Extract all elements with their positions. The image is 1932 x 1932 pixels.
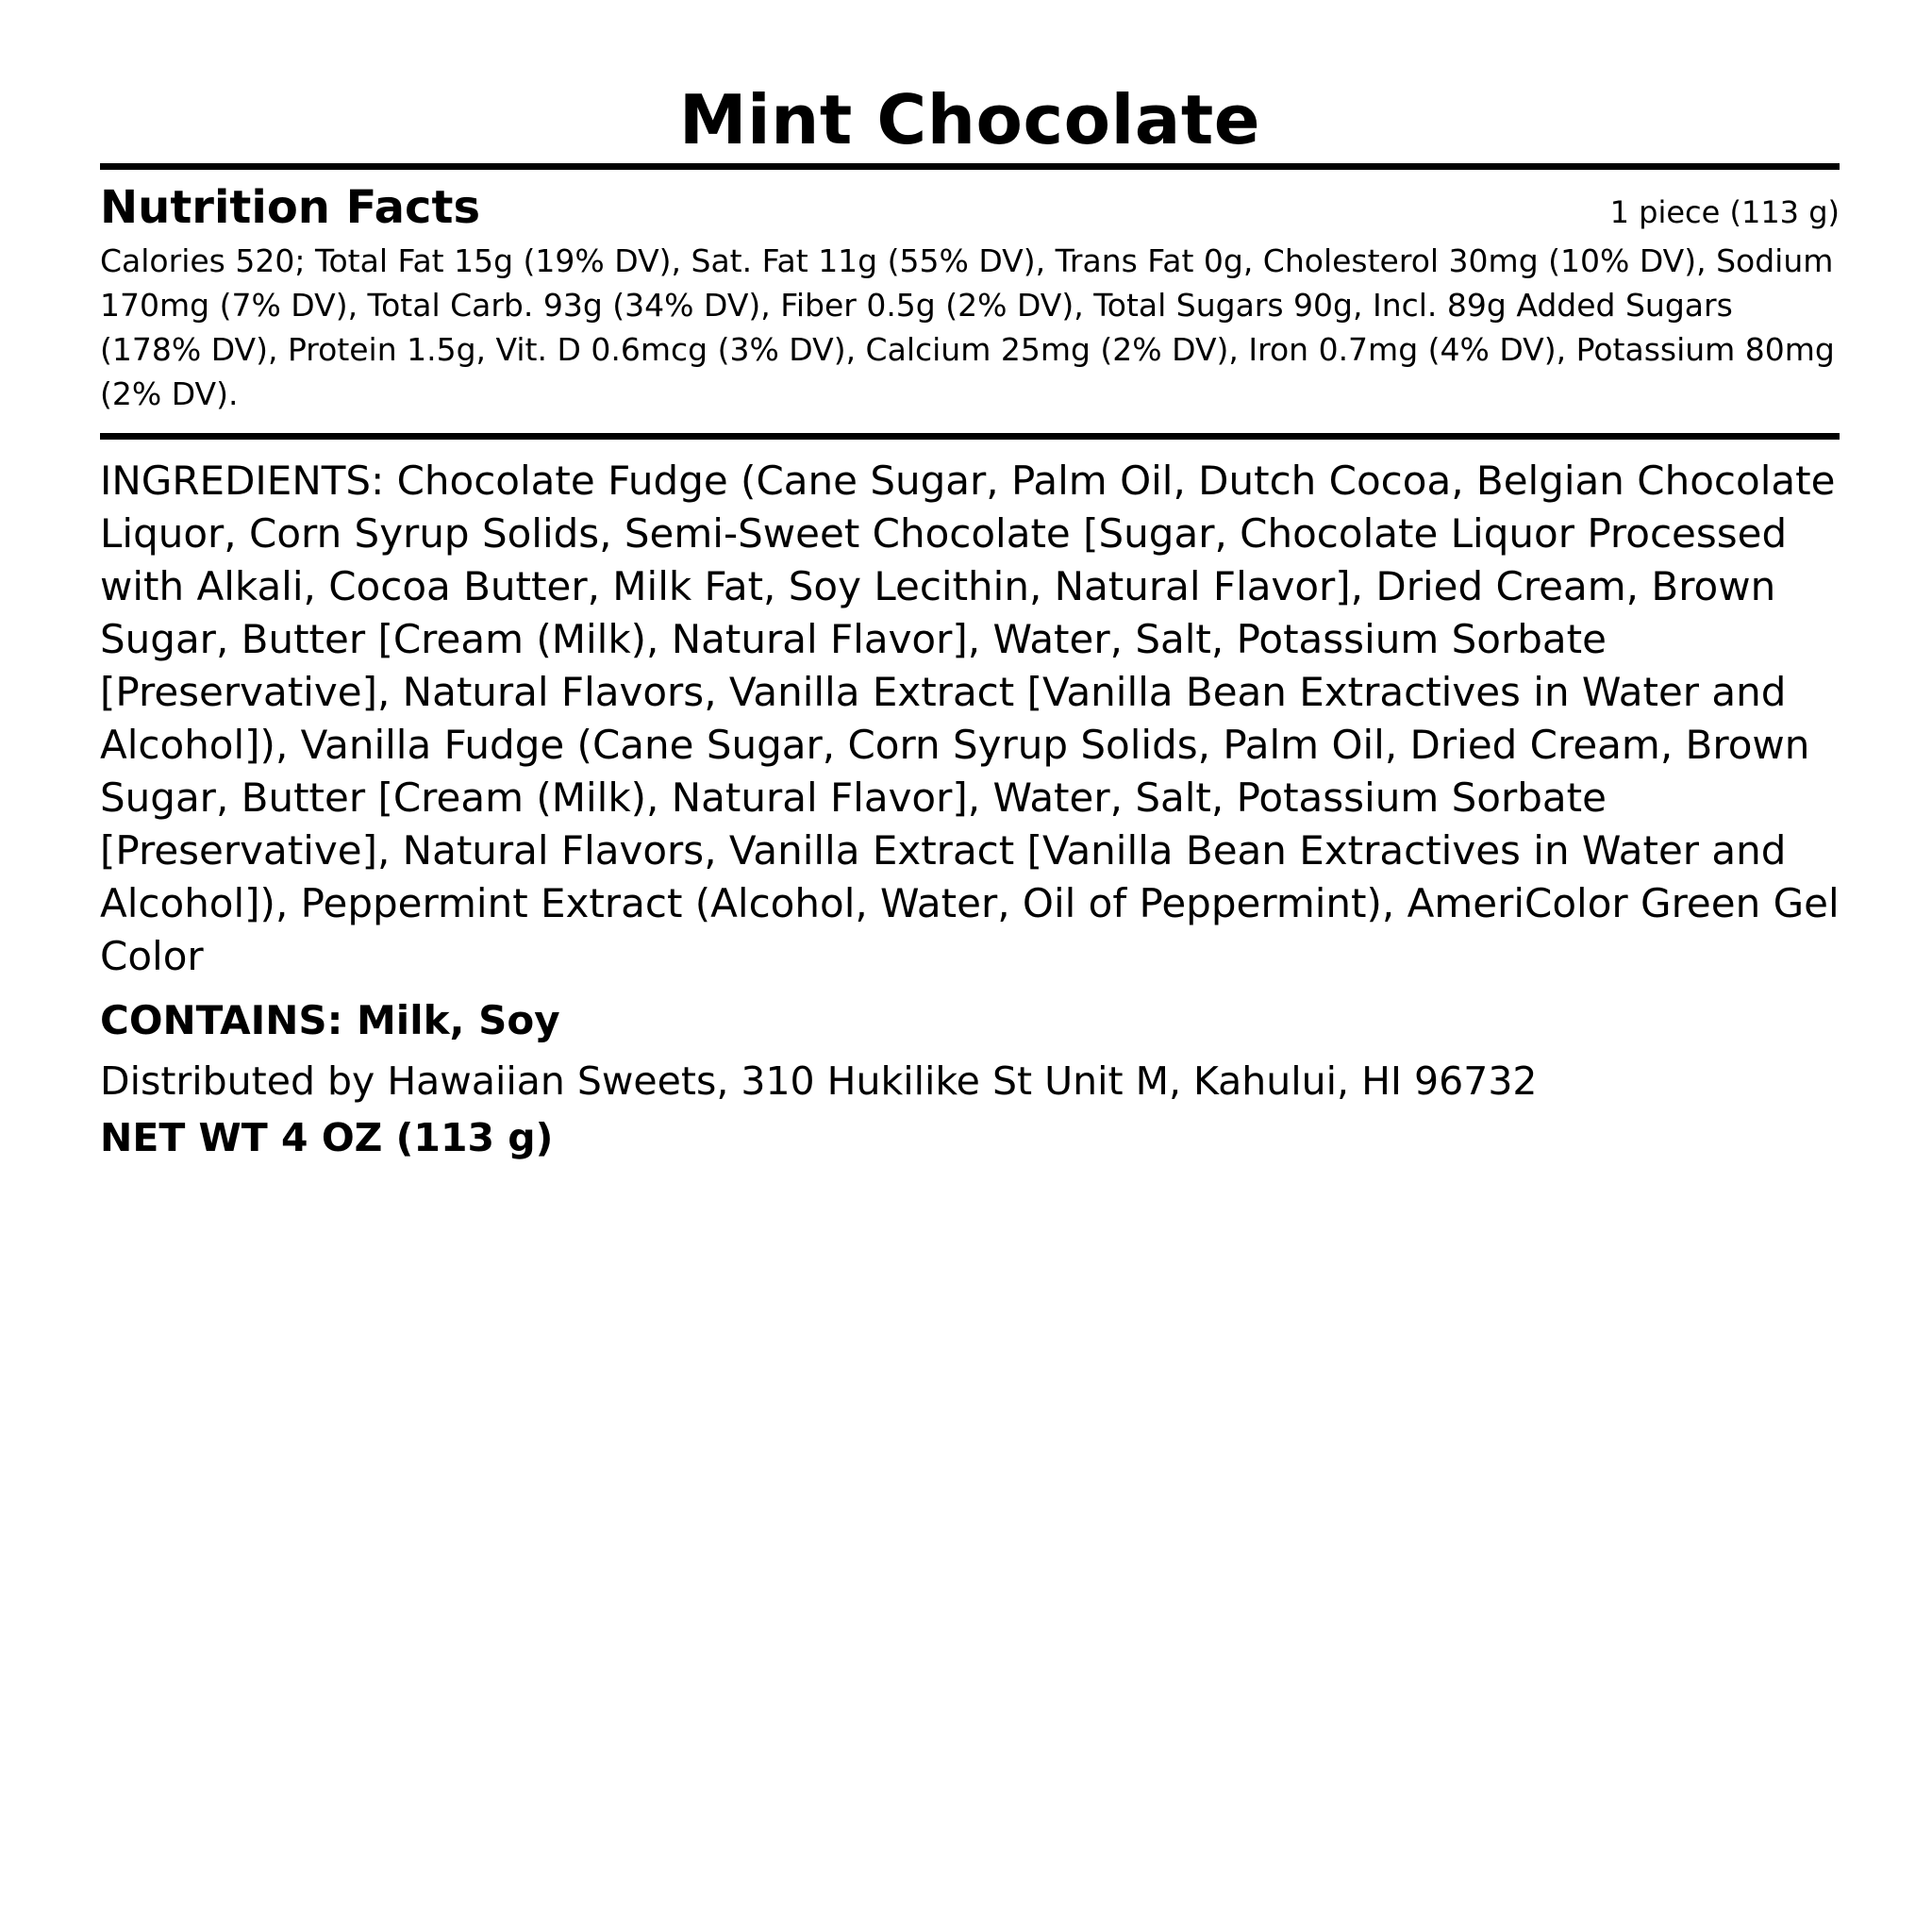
product-label (100, 0, 1840, 1164)
product-title: Mint Chocolate (678, 80, 1261, 159)
divider-rule-top (100, 163, 1840, 170)
nutrition-facts-heading: Nutrition Facts (100, 180, 481, 234)
nutrition-facts-header (100, 180, 1840, 234)
serving-size: 1 piece (113 g) (1609, 193, 1840, 230)
ingredients-text: INGREDIENTS: Chocolate Fudge (Cane Sugar, Palm Oil, Dutch Cocoa, Belgian Chocolate Liquor, Corn Syrup Solids, Semi-Sweet Chocolate [Sugar, Chocolate Liquor Processed with Alkali, Cocoa Butter, Milk Fat, Soy Lecithin, Natural Flavor], Dried Cream, Brown Sugar, Butter [Cream (Milk), Natural Flavor], Water, Salt, Potassium Sorbate [Preservative], Natural Flavors, Vanilla Extract [Vanilla Bean Extractives in Water and Alcohol]), Vanilla Fudge (Cane Sugar, Corn Syrup Solids, Palm Oil, Dried Cream, Brown Sugar, Butter [Cream (Milk), Natural Flavor], Water, Salt, Potassium Sorbate [Preservative], Natural Flavors, Vanilla Extract [Vanilla Bean Extractives in Water and Alcohol]), Peppermint Extract (Alcohol, Water, Oil of Peppermint), AmeriColor Green Gel Color (100, 457, 1840, 979)
divider-rule-bottom (100, 433, 1840, 440)
net-weight: NET WT 4 OZ (113 g) (100, 1114, 554, 1160)
distributor-info: Distributed by Hawaiian Sweets, 310 Hukilike St Unit M, Kahului, HI 96732 (100, 1058, 1538, 1104)
nutrition-facts-text: Calories 520; Total Fat 15g (19% DV), Sat. Fat 11g (55% DV), Trans Fat 0g, Cholesterol 30mg (10% DV), Sodium 170mg (7% DV), Total Carb. 93g (34% DV), Fiber 0.5g (2% DV), Total Sugars 90g, Incl. 89g Added Sugars (178% DV), Protein 1.5g, Vit. D 0.6mcg (3% DV), Calcium 25mg (2% DV), Iron 0.7mg (4% DV), Potassium 80mg (2% DV). (100, 242, 1835, 412)
allergen-statement: CONTAINS: Milk, Soy (100, 996, 560, 1043)
